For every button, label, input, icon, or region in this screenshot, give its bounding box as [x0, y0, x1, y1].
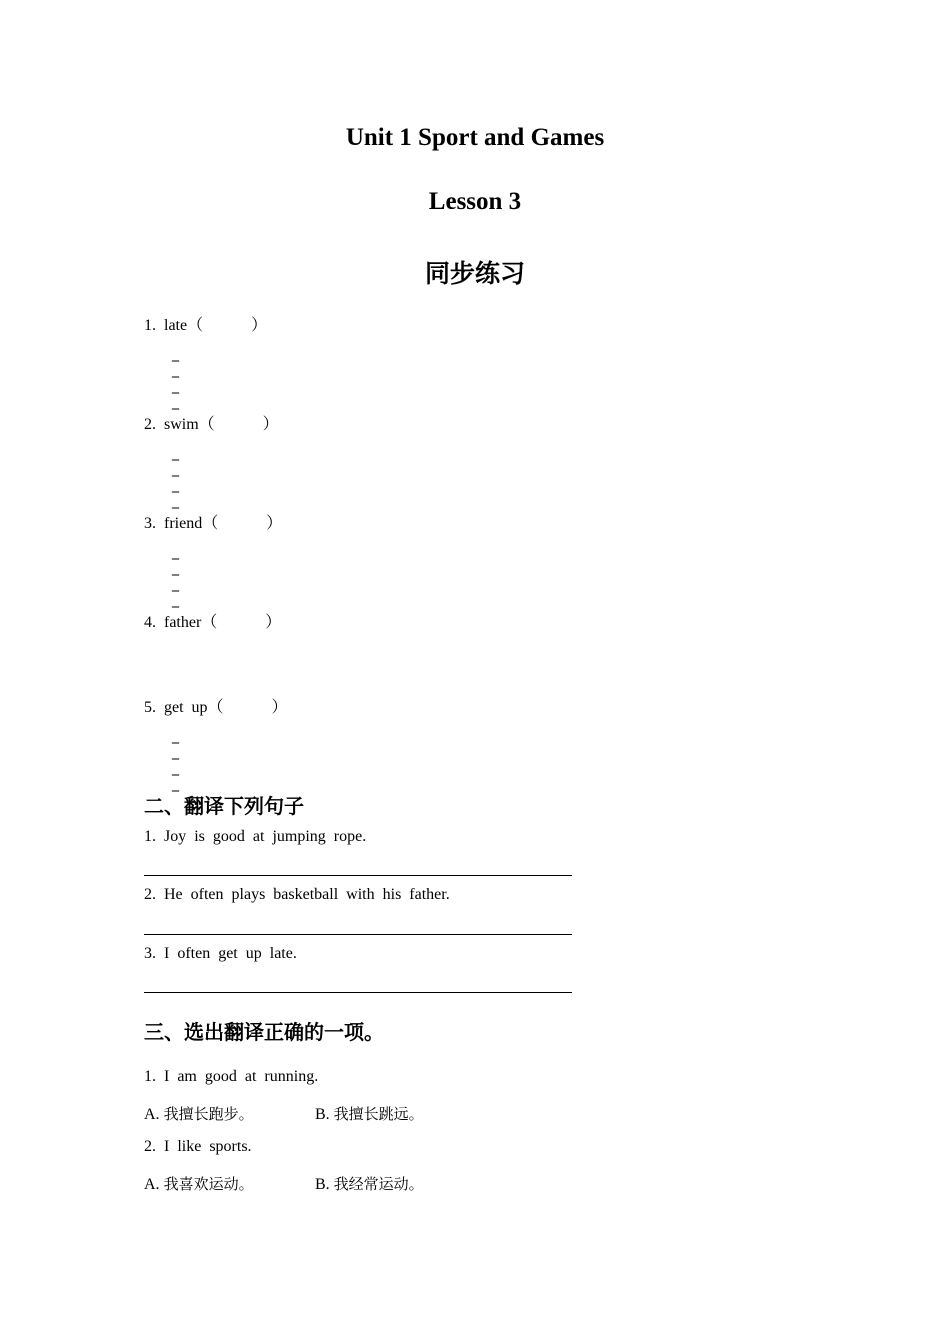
choice-question-2: 2. I like sports.: [144, 1138, 252, 1155]
translate-sentence-1: 1. Joy is good at jumping rope.: [144, 828, 367, 845]
dash: _: [172, 346, 179, 362]
answer-dashes-3: [172, 544, 179, 608]
option-a-text: 我喜欢运动。: [163, 1175, 254, 1193]
vocab-item-3: 3. friend（ ）: [144, 515, 283, 532]
dash: _: [172, 728, 179, 744]
translate-sentence-2: 2. He often plays basketball with his father.: [144, 886, 450, 903]
option-b-text: 我经常运动。: [333, 1175, 424, 1193]
dash: _: [172, 544, 179, 560]
choice-question-1: 1. I am good at running.: [144, 1068, 319, 1085]
vocab-item-1: 1. late（ ）: [144, 317, 268, 334]
vocab-item-5: 5. get up（ ）: [144, 699, 288, 716]
vocab-item-2: 2. swim（ ）: [144, 416, 279, 433]
translate-sentence-3: 3. I often get up late.: [144, 945, 297, 962]
dash: _: [172, 744, 179, 760]
option-a-prefix: A.: [144, 1176, 160, 1193]
dash: _: [172, 394, 179, 410]
option-b-2: [315, 1173, 424, 1194]
answer-line-1: [144, 875, 572, 876]
subtitle: 同步练习: [424, 259, 525, 288]
dash: _: [172, 461, 179, 477]
dash: _: [172, 592, 179, 608]
option-a-prefix: A.: [144, 1106, 160, 1123]
option-a-2: [144, 1173, 254, 1194]
lesson-title: Lesson 3: [428, 188, 522, 215]
dash: _: [172, 560, 179, 576]
answer-dashes-5: [172, 728, 179, 792]
section2-heading: 二、翻译下列句子: [144, 794, 304, 818]
option-b-prefix: B.: [315, 1106, 330, 1123]
dash: _: [172, 477, 179, 493]
dash: _: [172, 576, 179, 592]
unit-title: Unit 1 Sport and Games: [345, 124, 605, 151]
dash: _: [172, 776, 179, 792]
option-a-1: [144, 1103, 254, 1124]
dash: _: [172, 760, 179, 776]
option-b-1: [315, 1103, 424, 1124]
answer-dashes-2: [172, 445, 179, 509]
dash: _: [172, 493, 179, 509]
option-b-text: 我擅长跳远。: [333, 1105, 424, 1123]
dash: _: [172, 378, 179, 394]
option-b-prefix: B.: [315, 1176, 330, 1193]
section3-heading: 三、选出翻译正确的一项。: [144, 1020, 384, 1044]
answer-line-2: [144, 934, 572, 935]
option-a-text: 我擅长跑步。: [163, 1105, 254, 1123]
dash: _: [172, 445, 179, 461]
answer-dashes-1: [172, 346, 179, 410]
answer-line-3: [144, 992, 572, 993]
dash: _: [172, 362, 179, 378]
vocab-item-4: 4. father（ ）: [144, 614, 282, 631]
